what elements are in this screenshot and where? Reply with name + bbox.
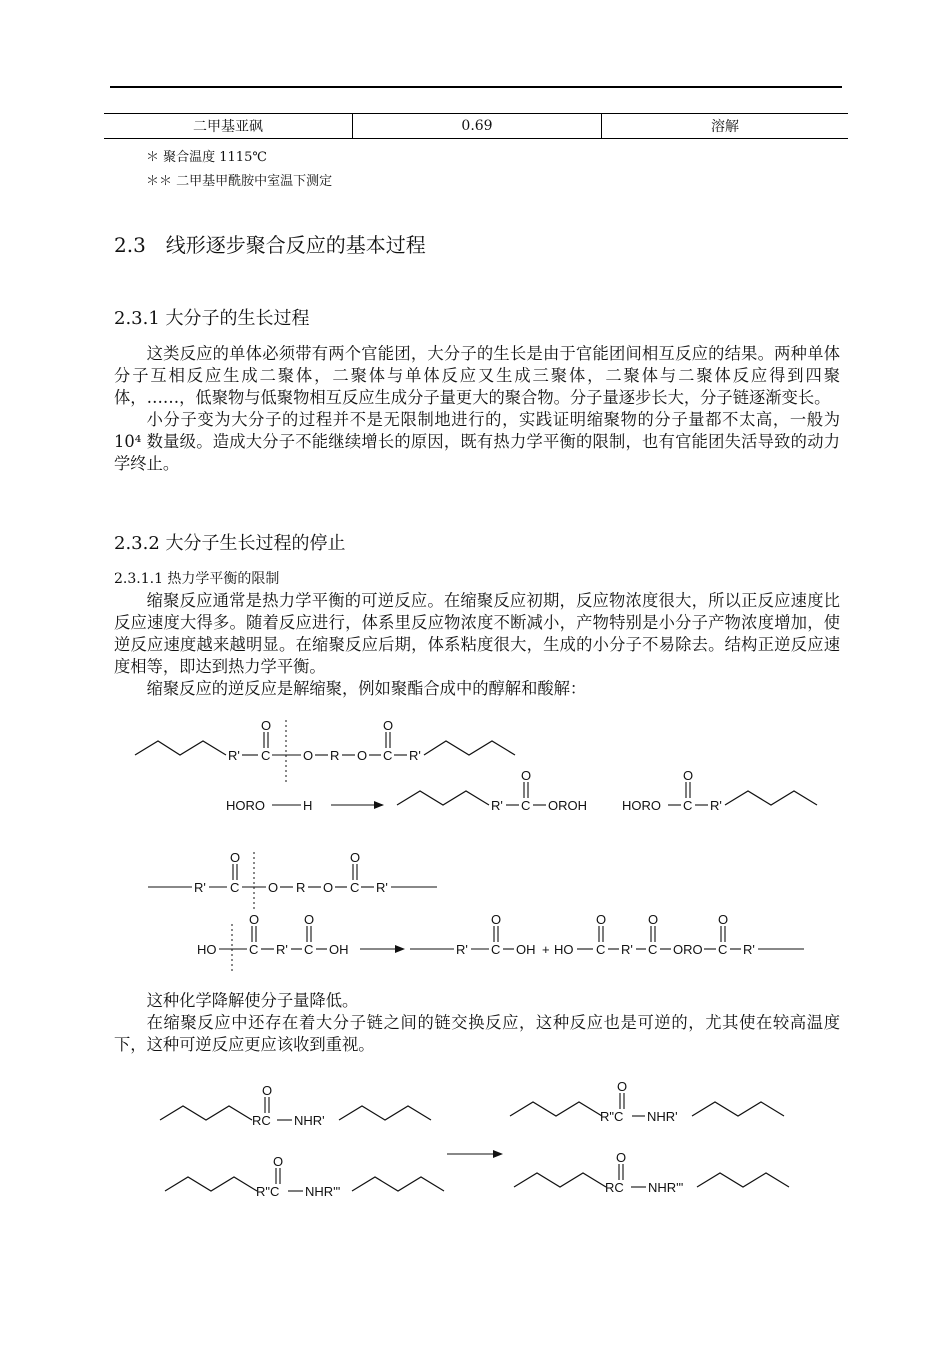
polymer-chain bbox=[160, 1106, 252, 1120]
diol-label: HORO bbox=[226, 798, 265, 813]
oxygen-label: O bbox=[350, 850, 361, 865]
hydroxyl-label: HO bbox=[554, 942, 574, 957]
oxygen-label: O bbox=[596, 912, 607, 927]
subsection-heading-1: 2.3.1 大分子的生长过程 bbox=[114, 308, 310, 329]
oxygen-label: O bbox=[491, 912, 502, 927]
paragraph: 缩聚反应的逆反应是解缩聚，例如聚酯合成中的醇解和酸解： bbox=[146, 679, 587, 698]
arrow-head bbox=[374, 801, 384, 809]
polymer-chain bbox=[397, 791, 489, 805]
r-prime-label: R' bbox=[194, 880, 206, 895]
hydroxy-ester-label: OROH bbox=[548, 798, 587, 813]
carbon-label: C bbox=[304, 942, 314, 957]
paragraph: 在缩聚反应中还存在着大分子链之间的链交换反应，这种反应也是可逆的，尤其使在较高温度下，这种可逆反应更应该收到重视。 bbox=[114, 1013, 840, 1054]
r-prime-label: R' bbox=[456, 942, 468, 957]
hydroxyl-label: OH bbox=[329, 942, 349, 957]
acyl-label: RC bbox=[605, 1180, 624, 1195]
paragraph: 小分子变为大分子的过程并不是无限制地进行的，实践证明缩聚物的分子量都不太高，一般为 10⁴ 数量级。造成大分子不能继续增长的原因，既有热力学平衡的限制，也有官能团失活导致的动力学终止。 bbox=[114, 410, 840, 473]
oxygen-label: O bbox=[617, 1079, 628, 1094]
polymer-chain bbox=[697, 1173, 789, 1187]
paragraph: 这类反应的单体必须带有两个官能团，大分子的生长是由于官能团间相互反应的结果。两种单体分子互相反应生成二聚体，二聚体与单体反应又生成三聚体，二聚体与二聚体反应得到四聚体，……，低聚物与低聚物相互反应生成分子量更大的聚合物。分子量逐步长大，分子链逐渐变长。 bbox=[114, 344, 840, 407]
carbon-label: C bbox=[383, 748, 393, 763]
r-prime-label: R' bbox=[491, 798, 503, 813]
carbon-label: C bbox=[596, 942, 606, 957]
subsection-heading-2: 2.3.2 大分子生长过程的停止 bbox=[114, 533, 346, 554]
after-scheme-body bbox=[114, 990, 840, 1056]
oxygen-label: O bbox=[230, 850, 241, 865]
oxygen-label: O bbox=[718, 912, 729, 927]
carbon-label: C bbox=[648, 942, 658, 957]
r-prime-label: R' bbox=[710, 798, 722, 813]
amide-nitrogen-label: NHR' bbox=[647, 1109, 678, 1124]
diol-label: HORO bbox=[622, 798, 661, 813]
table-note-1: ＊ 聚合温度 1115℃ bbox=[146, 150, 267, 165]
carbon-label: C bbox=[491, 942, 501, 957]
r-prime-label: R' bbox=[743, 942, 755, 957]
oxygen-label: O bbox=[648, 912, 659, 927]
r-prime-label: R' bbox=[621, 942, 633, 957]
polymer-chain bbox=[339, 1106, 431, 1120]
carbon-label: C bbox=[249, 942, 259, 957]
amide-nitrogen-label: NHR'" bbox=[305, 1184, 341, 1199]
r-label: R bbox=[296, 880, 306, 895]
acidolysis-scheme bbox=[148, 850, 804, 972]
table-cell: 溶解 bbox=[602, 114, 849, 139]
acyl-label: RC bbox=[252, 1113, 271, 1128]
oxygen-label: O bbox=[521, 768, 532, 783]
oxygen-label: O bbox=[616, 1150, 627, 1165]
oxygen-label: O bbox=[357, 748, 368, 763]
section-heading: 2.3 线形逐步聚合反应的基本过程 bbox=[114, 233, 426, 257]
acyl-label: R"C bbox=[256, 1184, 280, 1199]
oxygen-label: O bbox=[262, 1083, 273, 1098]
arrow-head bbox=[493, 1150, 503, 1158]
oxygen-label: O bbox=[304, 912, 315, 927]
paragraph: 这种化学降解使分子量降低。 bbox=[146, 991, 359, 1010]
ester-label: ORO bbox=[673, 942, 703, 957]
polymer-chain bbox=[510, 1102, 602, 1116]
polymer-chain bbox=[135, 741, 226, 755]
oxygen-label: O bbox=[683, 768, 694, 783]
plus-sign: + bbox=[542, 942, 550, 957]
carbon-label: C bbox=[261, 748, 271, 763]
hydroxyl-label: OH bbox=[516, 942, 536, 957]
arrow-head bbox=[395, 945, 405, 953]
acid-hydroxyl-label: HO bbox=[197, 942, 217, 957]
r-prime-label: R' bbox=[376, 880, 388, 895]
polymer-chain bbox=[165, 1177, 257, 1191]
acyl-label: R"C bbox=[600, 1109, 624, 1124]
amide-nitrogen-label: NHR'" bbox=[648, 1180, 684, 1195]
polymer-chain bbox=[424, 741, 515, 755]
paragraph: 缩聚反应通常是热力学平衡的可逆反应。在缩聚反应初期，反应物浓度很大，所以正反应速度比反应速度大得多。随着反应进行，体系里反应物浓度不断减小，产物特别是小分子产物浓度增加，使逆反应速度越来越明显。在缩聚反应后期，体系粘度很大，生成的小分子不易除去。结构正逆反应速度相等，即达到热力学平衡。 bbox=[114, 591, 840, 676]
carbon-label: C bbox=[521, 798, 531, 813]
carbon-label: C bbox=[230, 880, 240, 895]
oxygen-label: O bbox=[383, 718, 394, 733]
oxygen-label: O bbox=[273, 1154, 284, 1169]
carbon-label: C bbox=[718, 942, 728, 957]
r-prime-label: R' bbox=[409, 748, 421, 763]
oxygen-label: O bbox=[303, 748, 314, 763]
r-prime-label: R' bbox=[276, 942, 288, 957]
amide-exchange-scheme bbox=[160, 1079, 789, 1199]
oxygen-label: O bbox=[249, 912, 260, 927]
polymer-chain bbox=[725, 791, 817, 805]
r-prime-label: R' bbox=[228, 748, 240, 763]
carbon-label: C bbox=[350, 880, 360, 895]
subsubsection-heading: 2.3.1.1 热力学平衡的限制 bbox=[114, 571, 280, 587]
table-note-2: ＊＊ 二甲基甲酰胺中室温下测定 bbox=[146, 174, 333, 189]
r-label: R bbox=[330, 748, 340, 763]
polymer-chain bbox=[692, 1102, 784, 1116]
carbon-label: C bbox=[683, 798, 693, 813]
table-cell: 0.69 bbox=[353, 114, 602, 139]
hydrogen-label: H bbox=[303, 798, 313, 813]
table-cell: 二甲基亚砜 bbox=[104, 114, 353, 139]
oxygen-label: O bbox=[268, 880, 279, 895]
polymer-chain bbox=[352, 1177, 444, 1191]
oxygen-label: O bbox=[323, 880, 334, 895]
polymer-chain bbox=[514, 1173, 606, 1187]
amide-nitrogen-label: NHR' bbox=[294, 1113, 325, 1128]
alcoholysis-scheme bbox=[135, 718, 817, 813]
oxygen-label: O bbox=[261, 718, 272, 733]
